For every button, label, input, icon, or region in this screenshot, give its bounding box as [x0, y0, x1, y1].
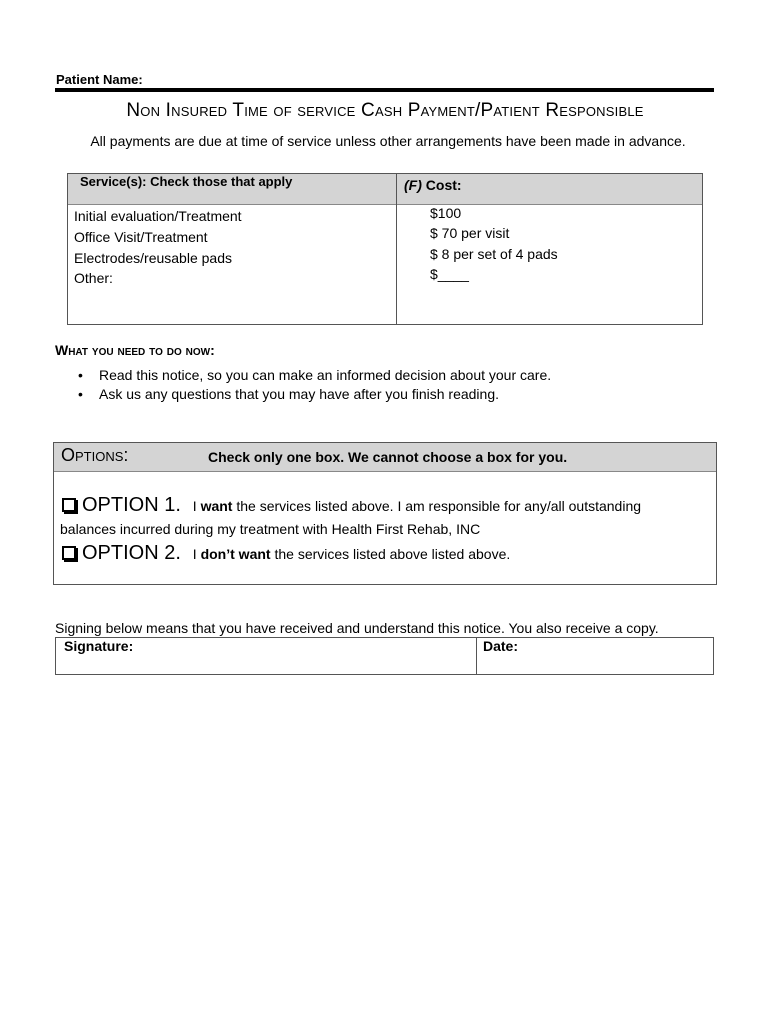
- what-to-do-heading: What you need to do now:: [55, 342, 215, 358]
- date-field[interactable]: Date:: [483, 638, 519, 654]
- options-title: Options:: [61, 445, 129, 465]
- signing-text: Signing below means that you have received and understand this notice. You also receive a copy.: [55, 620, 659, 636]
- option-2-label: OPTION 2.: [82, 542, 181, 564]
- options-box: [53, 442, 717, 585]
- cost-item: $ 70 per visit: [430, 225, 510, 241]
- service-item: Electrodes/reusable pads: [74, 250, 232, 266]
- column-divider: [476, 638, 477, 674]
- option-1: OPTION 1. I want the services listed above. I am responsible for any/all outstanding: [62, 494, 641, 517]
- list-item: • Ask us any questions that you may have after you finish reading.: [78, 386, 500, 402]
- cost-item: $100: [430, 205, 462, 221]
- option-1-label: OPTION 1.: [82, 494, 181, 516]
- cost-item: $____: [430, 266, 469, 282]
- service-item: Initial evaluation/Treatment: [74, 208, 242, 224]
- options-instruction: Check only one box. We cannot choose a box for you.: [208, 449, 568, 465]
- intro-text: All payments are due at time of service unless other arrangements have been made in advance.: [90, 133, 686, 149]
- signature-table: [55, 637, 714, 675]
- form-title: Non Insured Time of service Cash Payment/Patient Responsible: [126, 100, 644, 121]
- option-2: OPTION 2. I don’t want the services listed above listed above.: [62, 542, 510, 565]
- services-header: Service(s): Check those that apply: [80, 174, 293, 189]
- service-item: Other:: [74, 270, 113, 286]
- option-2-checkbox[interactable]: [62, 546, 76, 560]
- title-rule: [55, 88, 714, 92]
- signature-field[interactable]: Signature:: [64, 638, 134, 654]
- cost-item: $ 8 per set of 4 pads: [430, 246, 558, 262]
- option-1-checkbox[interactable]: [62, 498, 76, 512]
- list-item: • Read this notice, so you can make an informed decision about your care.: [78, 367, 552, 383]
- option-1-line-2: balances incurred during my treatment with Health First Rehab, INC: [60, 521, 481, 537]
- service-item: Office Visit/Treatment: [74, 229, 208, 245]
- patient-name-label: Patient Name:: [56, 72, 143, 87]
- services-table: [67, 173, 703, 325]
- column-divider: [396, 174, 397, 324]
- cost-header: (F) Cost:: [404, 177, 462, 193]
